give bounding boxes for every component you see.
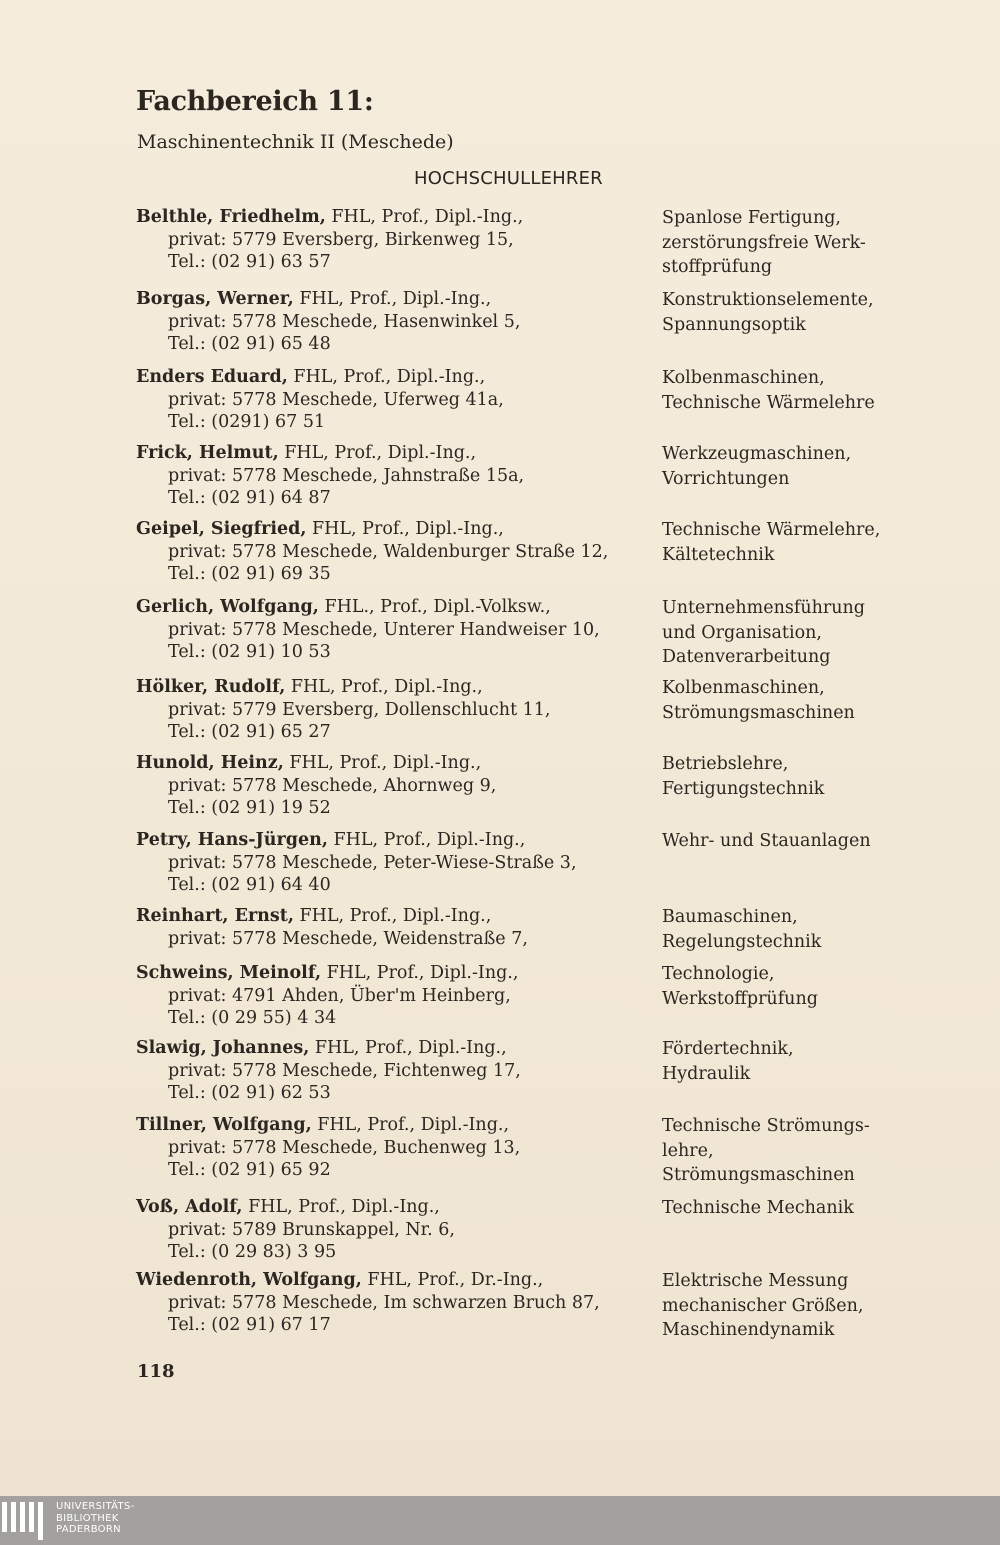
entry-details (136, 1114, 646, 1182)
entry-details (136, 596, 646, 664)
subject-line: Spannungsoptik (662, 314, 806, 335)
subject-line: und Organisation, (662, 622, 822, 643)
library-name-line: PADERBORN (56, 1524, 121, 1535)
person-address: privat: 5778 Meschede, Peter-Wiese-Straße 3, (168, 852, 577, 873)
subject-line: Datenverarbeitung (662, 647, 831, 667)
person-title: FHL, Prof., Dr.-Ing., (367, 1270, 544, 1290)
person-name: Enders Eduard, (136, 367, 288, 387)
person-title: FHL, Prof., Dipl.-Ing., (299, 906, 492, 926)
person-phone: Tel.: (02 91) 63 57 (168, 252, 331, 272)
subject-line: Technische Strömungs- (662, 1116, 870, 1136)
subject-line: Hydraulik (662, 1063, 751, 1084)
person-name: Reinhart, Ernst, (136, 906, 294, 926)
person-phone: Tel.: (0 29 55) 4 34 (168, 1008, 337, 1028)
person-title: FHL, Prof., Dipl.-Ing., (331, 207, 524, 227)
person-address: privat: 5778 Meschede, Ahornweg 9, (168, 775, 497, 796)
entry-name-line (136, 518, 646, 541)
person-phone: Tel.: (0 29 83) 3 95 (168, 1242, 337, 1262)
person-title: FHL, Prof., Dipl.-Ing., (290, 677, 483, 697)
library-name (56, 1501, 135, 1536)
person-title: FHL, Prof., Dipl.-Ing., (289, 753, 482, 773)
person-phone: Tel.: (0291) 67 51 (168, 412, 326, 432)
subject-line: Technische Wärmelehre, (662, 520, 881, 540)
person-address: privat: 5778 Meschede, Uferweg 41a, (168, 389, 504, 410)
entry-details (136, 1037, 646, 1105)
person-address: privat: 5778 Meschede, Im schwarzen Bruch 87, (168, 1292, 600, 1313)
teaching-subjects (662, 206, 962, 280)
entry-details (136, 366, 646, 434)
entry-name-line (136, 1196, 646, 1219)
teaching-subjects (662, 905, 962, 954)
person-title: FHL., Prof., Dipl.-Volksw., (324, 597, 551, 617)
teaching-subjects (662, 829, 962, 854)
person-phone: Tel.: (02 91) 10 53 (168, 642, 331, 662)
entry-name-line (136, 366, 646, 389)
teaching-subjects (662, 752, 962, 801)
page-title: Fachbereich 11: (136, 86, 374, 117)
person-address: privat: 5779 Eversberg, Birkenweg 15, (168, 229, 514, 250)
entry-details (136, 676, 646, 744)
person-name: Wiedenroth, Wolfgang, (136, 1270, 362, 1290)
entry-details (136, 1196, 646, 1264)
subject-line: Technische Wärmelehre (662, 392, 875, 413)
entry-details (136, 962, 646, 1030)
person-phone: Tel.: (02 91) 19 52 (168, 798, 331, 818)
person-name: Schweins, Meinolf, (136, 963, 322, 983)
entry-name-line (136, 905, 646, 928)
person-name: Hölker, Rudolf, (136, 677, 286, 697)
entry-details (136, 829, 646, 897)
teaching-subjects (662, 442, 962, 491)
subject-line: Wehr- und Stauanlagen (662, 831, 871, 851)
person-phone: Tel.: (02 91) 65 92 (168, 1160, 331, 1180)
person-address: privat: 5779 Eversberg, Dollenschlucht 11, (168, 699, 551, 720)
person-title: FHL, Prof., Dipl.-Ing., (326, 963, 519, 983)
library-name-line: BIBLIOTHEK (56, 1512, 119, 1524)
person-address: privat: 5778 Meschede, Fichtenweg 17, (168, 1060, 521, 1081)
entry-name-line (136, 1269, 646, 1292)
teaching-subjects (662, 596, 962, 670)
person-phone: Tel.: (02 91) 65 48 (168, 334, 331, 354)
teaching-subjects (662, 962, 962, 1011)
teaching-subjects (662, 676, 962, 725)
subject-line: Elektrische Messung (662, 1271, 849, 1291)
library-name-line: UNIVERSITÄTS- (56, 1501, 135, 1512)
person-title: FHL, Prof., Dipl.-Ing., (317, 1115, 510, 1135)
entry-name-line (136, 829, 646, 852)
library-footer (0, 1496, 1000, 1545)
person-address: privat: 5778 Meschede, Weidenstraße 7, (168, 928, 528, 949)
entry-details (136, 442, 646, 510)
person-phone: Tel.: (02 91) 62 53 (168, 1083, 331, 1103)
person-name: Slawig, Johannes, (136, 1038, 310, 1058)
library-logo-icon (2, 1502, 50, 1542)
person-name: Hunold, Heinz, (136, 753, 284, 773)
person-phone: Tel.: (02 91) 64 40 (168, 875, 331, 895)
person-address: privat: 5778 Meschede, Jahnstraße 15a, (168, 465, 525, 486)
entry-name-line (136, 676, 646, 699)
subject-line: zerstörungsfreie Werk- (662, 232, 866, 253)
person-name: Gerlich, Wolfgang, (136, 597, 319, 617)
page-subtitle: Maschinentechnik II (Meschede) (137, 131, 454, 153)
person-phone: Tel.: (02 91) 69 35 (168, 564, 331, 584)
entry-details (136, 288, 646, 356)
teaching-subjects (662, 1269, 962, 1343)
subject-line: Konstruktionselemente, (662, 290, 874, 310)
subject-line: Kolbenmaschinen, (662, 678, 825, 698)
person-address: privat: 5778 Meschede, Waldenburger Straße 12, (168, 541, 609, 562)
person-phone: Tel.: (02 91) 67 17 (168, 1315, 331, 1335)
person-name: Geipel, Siegfried, (136, 519, 307, 539)
subject-line: Werkstoffprüfung (662, 988, 818, 1009)
person-name: Petry, Hans-Jürgen, (136, 830, 328, 850)
entry-name-line (136, 288, 646, 311)
person-address: privat: 4791 Ahden, Über'm Heinberg, (168, 985, 511, 1006)
person-title: FHL, Prof., Dipl.-Ing., (333, 830, 526, 850)
person-name: Borgas, Werner, (136, 289, 294, 309)
person-address: privat: 5778 Meschede, Hasenwinkel 5, (168, 311, 521, 332)
person-title: FHL, Prof., Dipl.-Ing., (312, 519, 504, 539)
teaching-subjects (662, 1037, 962, 1086)
subject-line: Unternehmensführung (662, 598, 866, 618)
subject-line: Spanlose Fertigung, (662, 208, 841, 228)
subject-line: Fördertechnik, (662, 1039, 794, 1059)
section-heading: HOCHSCHULLEHRER (414, 168, 603, 189)
subject-line: mechanischer Größen, (662, 1295, 864, 1316)
entry-name-line (136, 596, 646, 619)
entry-name-line (136, 206, 646, 229)
teaching-subjects (662, 1114, 962, 1188)
page-number: 118 (137, 1361, 175, 1382)
subject-line: Vorrichtungen (662, 468, 790, 489)
subject-line: Strömungsmaschinen (662, 1165, 855, 1185)
entry-details (136, 905, 646, 950)
subject-line: Kolbenmaschinen, (662, 368, 825, 388)
entry-details (136, 752, 646, 820)
person-address: privat: 5778 Meschede, Buchenweg 13, (168, 1137, 521, 1158)
person-address: privat: 5789 Brunskappel, Nr. 6, (168, 1219, 455, 1240)
entry-name-line (136, 442, 646, 465)
person-title: FHL, Prof., Dipl.-Ing., (314, 1038, 507, 1058)
subject-line: Werkzeugmaschinen, (662, 444, 852, 464)
subject-line: Regelungstechnik (662, 931, 822, 952)
person-name: Voß, Adolf, (136, 1197, 243, 1217)
entry-details (136, 206, 646, 274)
teaching-subjects (662, 518, 962, 567)
teaching-subjects (662, 1196, 962, 1221)
entry-name-line (136, 752, 646, 775)
subject-line: stoffprüfung (662, 257, 773, 277)
person-name: Tillner, Wolfgang, (136, 1115, 312, 1135)
subject-line: Kältetechnik (662, 544, 775, 565)
person-title: FHL, Prof., Dipl.-Ing., (293, 367, 486, 387)
subject-line: Strömungsmaschinen (662, 702, 855, 723)
person-title: FHL, Prof., Dipl.-Ing., (284, 443, 477, 463)
person-name: Frick, Helmut, (136, 443, 279, 463)
subject-line: Technische Mechanik (662, 1198, 854, 1218)
entry-details (136, 518, 646, 586)
person-phone: Tel.: (02 91) 64 87 (168, 488, 331, 508)
entry-name-line (136, 962, 646, 985)
entry-details (136, 1269, 646, 1337)
teaching-subjects (662, 288, 962, 337)
person-title: FHL, Prof., Dipl.-Ing., (248, 1197, 440, 1217)
entry-name-line (136, 1037, 646, 1060)
subject-line: Technologie, (662, 964, 775, 984)
subject-line: Baumaschinen, (662, 907, 798, 927)
person-title: FHL, Prof., Dipl.-Ing., (299, 289, 492, 309)
subject-line: Fertigungstechnik (662, 778, 825, 799)
subject-line: lehre, (662, 1140, 714, 1161)
person-phone: Tel.: (02 91) 65 27 (168, 722, 331, 742)
person-address: privat: 5778 Meschede, Unterer Handweiser 10, (168, 619, 600, 640)
subject-line: Maschinendynamik (662, 1320, 835, 1340)
subject-line: Betriebslehre, (662, 754, 789, 774)
person-name: Belthle, Friedhelm, (136, 207, 326, 227)
teaching-subjects (662, 366, 962, 415)
entry-name-line (136, 1114, 646, 1137)
